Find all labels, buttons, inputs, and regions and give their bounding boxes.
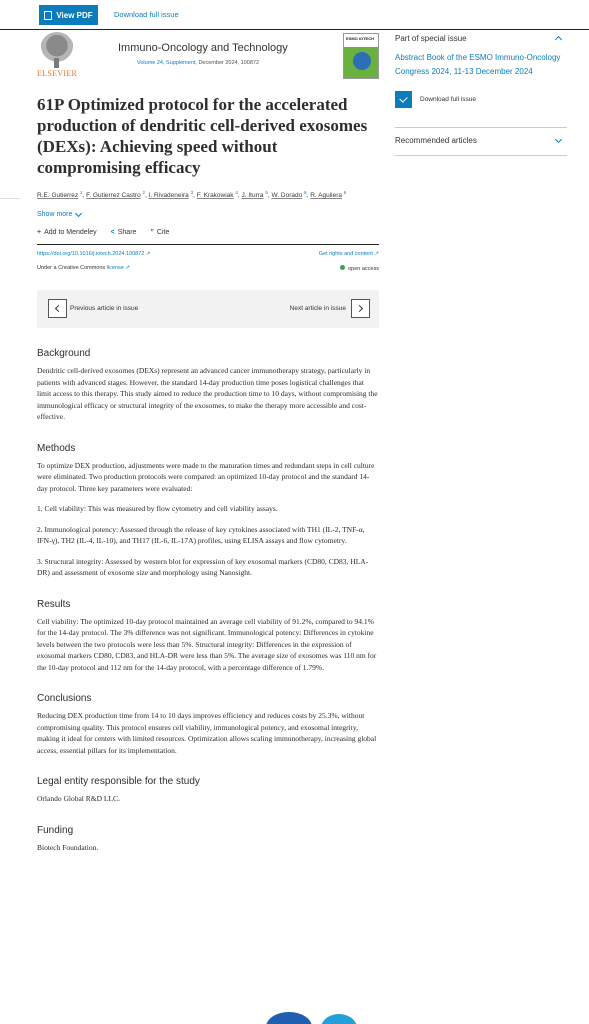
special-issue-heading: Part of special issue bbox=[395, 34, 467, 43]
author[interactable]: F. Gutierrez Castro bbox=[86, 192, 141, 200]
doi-row bbox=[37, 244, 379, 257]
section-heading: Background bbox=[37, 348, 91, 360]
download-icon bbox=[395, 91, 412, 108]
plus-icon: + bbox=[37, 229, 42, 237]
open-access-icon bbox=[340, 265, 345, 270]
cover-title: ESMO IOTECH bbox=[346, 36, 375, 41]
journal-title[interactable]: Immuno-Oncology and Technology bbox=[118, 42, 288, 54]
paragraph: 1. Cell viability: This was measured by flow cytometry and cell viability assays. bbox=[37, 504, 278, 514]
download-full-issue-link[interactable]: Download full issue bbox=[114, 10, 179, 19]
volume-link[interactable]: Volume 24, Supplement bbox=[137, 60, 196, 66]
license-row bbox=[37, 265, 379, 272]
quote-icon: ” bbox=[150, 229, 154, 237]
author[interactable]: W. Dorado bbox=[271, 192, 303, 200]
paragraph: Cell viability: The optimized 10-day protocol maintained an average cell viability of 91.2%, compared to 94.1% for the 14-day protocol. The 3% difference was not significant. Immunological potency: Differences in cytokine levels between the two protocols were less than 5%. Structural integrity: Differences in the expression of exosomal markers CD80, CD83, and HLA-DR were less than 5%. The average size of exosomes was 110 nm for the 10-day protocol and 112 nm for the 14-day protocol, with a percentage difference of 1.79%. bbox=[37, 616, 377, 672]
author[interactable]: R.E. Gutierrez bbox=[37, 192, 79, 200]
paragraph: Biotech Foundation. bbox=[37, 842, 99, 852]
chevron-up-icon bbox=[555, 36, 562, 43]
sidebar-download-full-issue[interactable]: Download full issue bbox=[395, 91, 567, 108]
license-link[interactable]: license bbox=[106, 265, 124, 272]
special-issue-toggle[interactable] bbox=[395, 30, 567, 43]
rights-link[interactable]: Get rights and content ↗ bbox=[318, 251, 379, 258]
section-heading: Results bbox=[37, 598, 71, 610]
section-heading: Methods bbox=[37, 442, 76, 454]
paragraph: Reducing DEX production time from 14 to 10 days improves efficiency and reduces costs by 25.3%, without compromising quality. This protocol ensures cell viability, immunological potency, and exosomal integrity, making it ideal for centers with limited resources. Optimization allows scaling immunotherapy, increasing global access, essential pillars for its implementation. bbox=[37, 711, 377, 755]
author[interactable]: F. Krakowiak bbox=[196, 192, 234, 200]
author[interactable]: R. Aguilera bbox=[310, 192, 342, 200]
sidebar bbox=[395, 30, 567, 156]
article-title: 61P Optimized protocol for the accelerated production of dendritic cell-derived exosomes (DEXs): Achieving speed without compromising efficacy bbox=[37, 95, 368, 177]
section-results bbox=[37, 599, 379, 674]
section-heading: Legal entity responsible for the study bbox=[37, 776, 200, 788]
pdf-icon bbox=[44, 11, 52, 20]
publisher-name: ELSEVIER bbox=[37, 69, 78, 78]
doi-link[interactable]: https://doi.org/10.1016/j.iotech.2024.100872 ↗ bbox=[37, 251, 151, 258]
elsevier-logo[interactable] bbox=[37, 32, 77, 80]
author[interactable]: I. Rivadeneira bbox=[148, 192, 189, 200]
journal-meta bbox=[137, 60, 259, 66]
external-link-icon: ↗ bbox=[374, 251, 379, 258]
issue-navigation bbox=[37, 290, 379, 328]
journal-date: , December 2024, 100872 bbox=[195, 60, 260, 66]
paragraph: 2. Immunological potency: Assessed through the release of key cytokines associated with TH1 (IL-2, TNF-α, IFN-γ), TH2 (IL-4, IL-10), and TH17 (IL-6, IL-17A) profiles, using ELISA assays and flow cytometry. bbox=[37, 524, 365, 546]
floating-widget bbox=[266, 1012, 312, 1024]
section-heading: Conclusions bbox=[37, 693, 92, 705]
divider bbox=[0, 198, 20, 199]
author-list: R.E. Gutierrez $^1$, F. Gutierrez Castro $^2$, I. Rivadeneira $^3$, F. Krakowiak $^4$, J. Iturra $^5$, W. Dorado $^6$, R. Aguilera $^6$ bbox=[37, 190, 347, 200]
section-funding bbox=[37, 825, 379, 854]
recommended-articles-heading: Recommended articles bbox=[395, 136, 477, 145]
share-button[interactable]: < Share bbox=[110, 229, 137, 237]
chevron-down-icon bbox=[555, 136, 562, 143]
section-heading: Funding bbox=[37, 824, 74, 836]
section-methods bbox=[37, 443, 379, 579]
show-more-button[interactable]: Show more bbox=[37, 211, 379, 218]
section-legal-entity bbox=[37, 776, 379, 805]
recommended-articles-toggle[interactable] bbox=[395, 136, 567, 156]
paragraph: To optimize DEX production, adjustments were made to the maturation times and redundant steps in cell culture were eliminated. Two production protocols were compared: an optimized 10-day protocol and the standard 14-day protocol. Three key parameters were evaluated: bbox=[37, 460, 375, 493]
view-pdf-label: View PDF bbox=[56, 10, 93, 20]
chevron-left-icon bbox=[55, 305, 62, 312]
share-icon: < bbox=[110, 229, 115, 237]
article-actions bbox=[37, 229, 379, 236]
chevron-down-icon bbox=[75, 210, 82, 217]
open-access-badge: open access bbox=[340, 265, 379, 272]
article-main bbox=[37, 30, 379, 862]
journal-header bbox=[37, 30, 379, 92]
paragraph: Orlando Global R&D LLC. bbox=[37, 794, 120, 804]
add-to-mendeley-button[interactable]: + Add to Mendeley bbox=[37, 229, 97, 237]
external-link-icon: ↗ bbox=[145, 251, 151, 258]
journal-cover[interactable] bbox=[343, 33, 379, 79]
top-toolbar bbox=[0, 0, 589, 30]
previous-article-button[interactable] bbox=[48, 299, 67, 318]
paragraph: 3. Structural integrity: Assessed by western blot for expression of key exosomal markers (CD80, CD83, HLA-DR) and assessment of exosome size and morphology using Nanosight. bbox=[37, 556, 369, 578]
external-link-icon: ↗ bbox=[125, 265, 130, 272]
special-issue-link[interactable]: Abstract Book of the ESMO Immuno-Oncology Congress 2024, 11-13 December 2024 bbox=[395, 53, 561, 76]
section-conclusions bbox=[37, 693, 379, 756]
license-text: Under a Creative Commons license ↗ bbox=[37, 265, 130, 272]
view-pdf-button[interactable] bbox=[39, 5, 98, 25]
author[interactable]: J. Iturra bbox=[241, 192, 264, 200]
section-background bbox=[37, 348, 379, 423]
previous-article-label[interactable]: Previous article in issue bbox=[70, 305, 139, 313]
next-article-button[interactable] bbox=[351, 299, 370, 318]
cite-button[interactable]: ” Cite bbox=[150, 229, 170, 237]
divider bbox=[395, 127, 567, 128]
floating-widget bbox=[321, 1014, 357, 1024]
paragraph: Dendritic cell-derived exosomes (DEXs) represent an advanced cancer immunotherapy strategy, particularly in patients with advanced stages. However, the standard 14-day production time poses logistical challenges that limit access to this therapy. This study aimed to reduce the production time to 10 days, without compromising the immunological efficacy or structural integrity of the exosomes, to make the therapy more accessible and cost-effective. bbox=[37, 366, 378, 422]
next-article-label[interactable]: Next article in issue bbox=[289, 305, 346, 313]
chevron-right-icon bbox=[356, 305, 363, 312]
